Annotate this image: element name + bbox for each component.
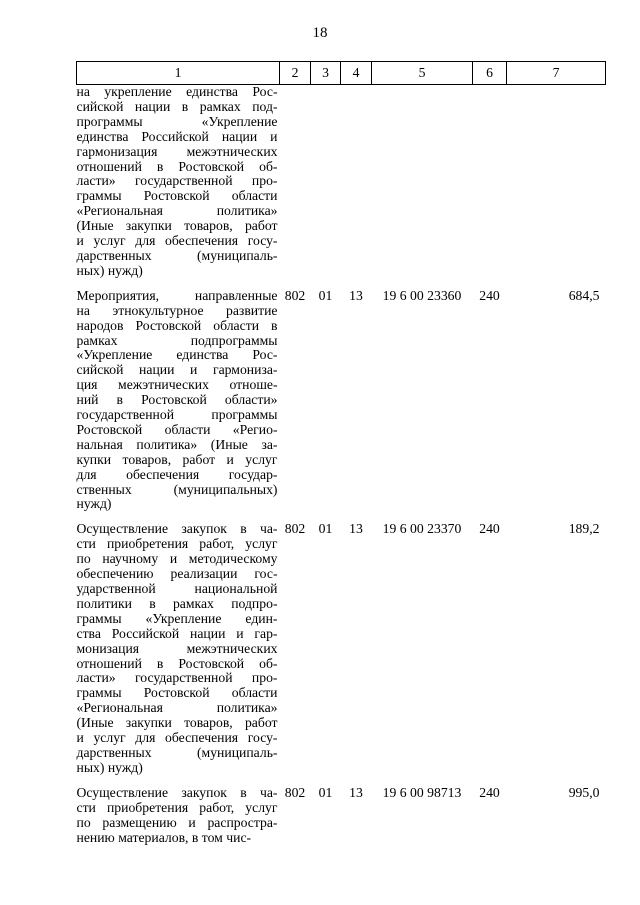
table-row bbox=[77, 85, 606, 279]
row-description bbox=[77, 512, 280, 775]
description-line: отношений в Ростовской об- bbox=[76, 158, 278, 174]
description-line: ных) нужд) bbox=[76, 262, 143, 278]
description-line: государственной программы bbox=[76, 407, 278, 423]
row-code-section bbox=[311, 85, 341, 279]
description-line: на укрепление единства Рос- bbox=[76, 84, 278, 99]
description-line: дарственных (муниципаль- bbox=[76, 744, 278, 760]
description-line: дарственных (муниципаль- bbox=[76, 247, 278, 263]
row-description bbox=[77, 776, 280, 846]
row-code-admin: 802 bbox=[284, 521, 306, 537]
row-amount bbox=[507, 85, 606, 279]
description-line: граммы Ростовской области bbox=[76, 188, 278, 204]
description-line: Осуществление закупок в ча- bbox=[76, 784, 278, 800]
row-code-admin bbox=[280, 85, 311, 279]
header-col-7: 7 bbox=[507, 62, 606, 85]
description-line: нению материалов, в том чис- bbox=[76, 829, 252, 845]
row-code-subsection: 13 bbox=[349, 521, 363, 537]
description-line: Ростовской области «Регио- bbox=[76, 421, 278, 437]
description-line: Осуществление закупок в ча- bbox=[76, 521, 278, 537]
description-line: единства Российской нации и bbox=[76, 128, 278, 144]
description-line: обеспечению реализации гос- bbox=[76, 566, 278, 582]
row-code-type: 240 bbox=[479, 521, 500, 537]
description-line: граммы «Укрепление един- bbox=[76, 610, 278, 626]
row-description bbox=[77, 85, 280, 279]
description-line: ласти» государственной про- bbox=[76, 173, 278, 189]
description-line: ударственной национальной bbox=[76, 581, 278, 596]
description-line: ция межэтнических отноше- bbox=[76, 377, 278, 393]
description-line: «Региональная политика» bbox=[76, 700, 278, 716]
table-header-row bbox=[77, 62, 606, 85]
row-code-section: 01 bbox=[318, 521, 333, 537]
row-code-subsection bbox=[341, 85, 372, 279]
header-col-4: 4 bbox=[341, 62, 372, 85]
description-line: по размещению и распростра- bbox=[76, 814, 278, 830]
row-code-admin: 802 bbox=[284, 287, 306, 303]
description-line: сийской нации в рамках под- bbox=[76, 98, 278, 114]
description-line: «Региональная политика» bbox=[76, 203, 278, 219]
description-line: Мероприятия, направленные bbox=[76, 287, 278, 303]
row-code-admin: 802 bbox=[284, 784, 306, 800]
row-code-type: 240 bbox=[479, 287, 500, 303]
row-code-target: 19 6 00 23360 bbox=[382, 287, 462, 303]
row-code-target: 19 6 00 98713 bbox=[382, 784, 462, 800]
row-code-subsection: 13 bbox=[349, 784, 363, 800]
header-col-3: 3 bbox=[311, 62, 341, 85]
description-line: (Иные закупки товаров, работ bbox=[76, 218, 278, 234]
table-row bbox=[77, 776, 606, 846]
row-code-type bbox=[473, 85, 507, 279]
row-code-section: 01 bbox=[318, 287, 333, 303]
description-line: нужд) bbox=[76, 496, 112, 512]
row-amount: 684,5 bbox=[568, 287, 600, 303]
description-line: монизация межэтнических bbox=[76, 640, 278, 656]
description-line: по научному и методическому bbox=[76, 551, 278, 567]
description-line: народов Ростовской области в bbox=[76, 317, 278, 333]
description-line: отношений в Ростовской об- bbox=[76, 655, 278, 671]
description-line: сийской нации и гармониза- bbox=[76, 362, 278, 378]
description-line: политики в рамках подпро- bbox=[76, 595, 278, 611]
row-code-target: 19 6 00 23370 bbox=[382, 521, 462, 537]
header-col-5: 5 bbox=[372, 62, 473, 85]
header-col-6: 6 bbox=[473, 62, 507, 85]
description-line: ства Российской нации и гар- bbox=[76, 625, 278, 641]
row-amount: 189,2 bbox=[568, 521, 600, 537]
description-line: нальная политика» (Иные за- bbox=[76, 436, 278, 452]
table-row bbox=[77, 512, 606, 775]
description-line: сти приобретения работ, услуг bbox=[76, 799, 278, 815]
description-line: гармонизация межэтнических bbox=[76, 143, 278, 159]
budget-table bbox=[76, 61, 606, 845]
description-line: ственных (муниципальных) bbox=[76, 481, 278, 497]
table-row bbox=[77, 279, 606, 513]
description-line: рамках подпрограммы bbox=[76, 332, 278, 348]
description-line: (Иные закупки товаров, работ bbox=[76, 715, 278, 731]
description-line: ласти» государственной про- bbox=[76, 670, 278, 686]
description-line: сти приобретения работ, услуг bbox=[76, 536, 278, 552]
row-code-subsection: 13 bbox=[349, 287, 363, 303]
page-number: 18 bbox=[312, 25, 328, 41]
row-code-target bbox=[372, 85, 473, 279]
row-code-type: 240 bbox=[479, 784, 500, 800]
description-line: граммы Ростовской области bbox=[76, 685, 278, 701]
description-line: и услуг для обеспечения госу- bbox=[76, 233, 278, 249]
description-line: купки товаров, работ и услуг bbox=[76, 451, 278, 467]
description-line: на этнокультурное развитие bbox=[76, 302, 278, 318]
description-line: ных) нужд) bbox=[76, 759, 143, 775]
description-line: ний в Ростовской области» bbox=[76, 392, 278, 408]
description-line: для обеспечения государ- bbox=[76, 466, 278, 482]
description-line: «Укрепление единства Рос- bbox=[76, 347, 278, 363]
description-line: и услуг для обеспечения госу- bbox=[76, 730, 278, 746]
row-description bbox=[77, 279, 280, 513]
row-amount: 995,0 bbox=[568, 784, 600, 800]
row-code-section: 01 bbox=[318, 784, 333, 800]
header-col-2: 2 bbox=[280, 62, 311, 85]
description-line: программы «Укрепление bbox=[76, 113, 278, 129]
header-col-1: 1 bbox=[77, 62, 280, 85]
